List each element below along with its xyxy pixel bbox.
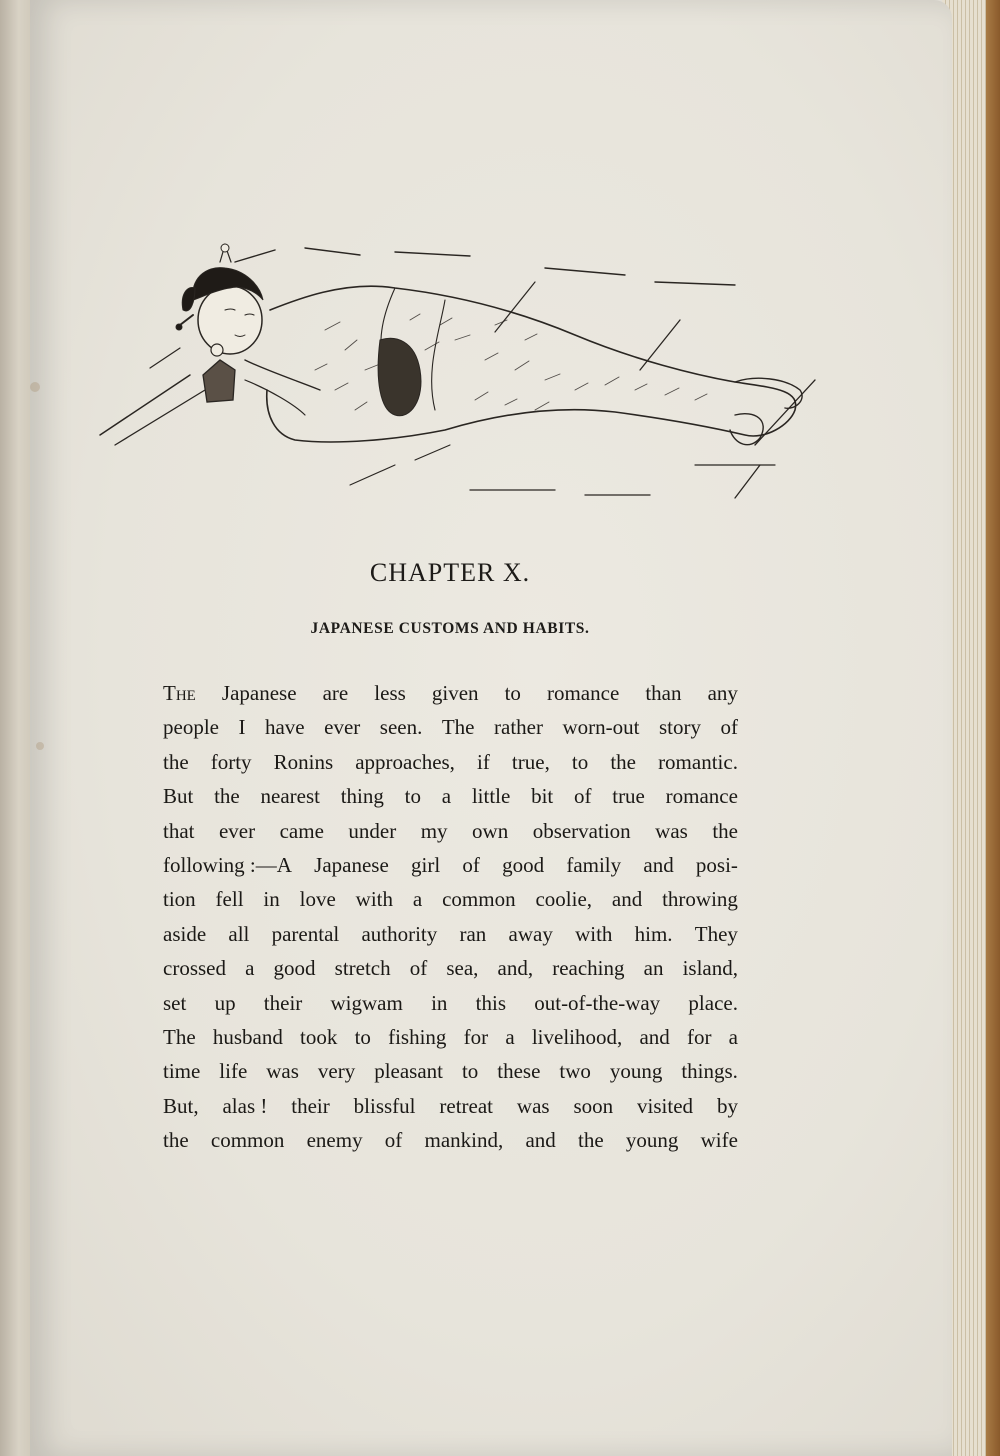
- body-text: [163, 676, 738, 1157]
- word: good: [502, 852, 545, 877]
- word: parental: [271, 921, 340, 946]
- word: a: [505, 1024, 515, 1049]
- word: common: [442, 887, 516, 912]
- word: less: [374, 681, 406, 705]
- word: fishing: [388, 1024, 447, 1049]
- word: life: [219, 1059, 248, 1084]
- word: reaching: [552, 956, 625, 981]
- word: my: [420, 818, 448, 843]
- word: posi-: [695, 852, 738, 877]
- word: him.: [634, 921, 673, 946]
- word: and: [611, 887, 643, 912]
- word: The: [441, 715, 475, 740]
- word: in: [431, 990, 448, 1015]
- word: for: [686, 1024, 712, 1049]
- word: to: [354, 1024, 371, 1049]
- word: with: [575, 921, 613, 946]
- word: common: [210, 1128, 285, 1153]
- word: and,: [497, 956, 534, 981]
- word: the: [214, 784, 240, 809]
- word: the: [712, 818, 738, 843]
- word: if: [477, 749, 490, 774]
- word: for: [463, 1024, 489, 1049]
- word: bit: [531, 784, 554, 809]
- word: of: [720, 715, 738, 740]
- book-spine-gutter: [0, 0, 34, 1456]
- word: romance: [665, 784, 738, 809]
- word: these: [497, 1059, 541, 1084]
- text-line: [163, 986, 738, 1020]
- word: husband: [212, 1024, 283, 1049]
- word: following :—A: [163, 852, 292, 877]
- word: mankind,: [424, 1128, 504, 1153]
- word: true: [612, 784, 645, 809]
- word: throwing: [662, 887, 738, 912]
- word: by: [716, 1093, 738, 1118]
- word: the: [163, 749, 189, 774]
- word: young: [625, 1128, 679, 1153]
- word: tion: [163, 887, 196, 912]
- word: of: [462, 852, 480, 877]
- word: have: [264, 715, 305, 740]
- word: Japanese: [314, 852, 389, 877]
- chapter-subtitle: JAPANESE CUSTOMS AND HABITS.: [310, 620, 590, 637]
- word: girl: [411, 852, 441, 877]
- word: two: [559, 1059, 591, 1084]
- text-line: [163, 848, 738, 882]
- reclining-woman-illustration: [95, 240, 825, 505]
- word: sea,: [446, 956, 479, 981]
- text-line: [163, 710, 738, 744]
- word: under: [348, 818, 397, 843]
- word: with: [355, 887, 393, 912]
- word: livelihood,: [531, 1024, 623, 1049]
- word: to: [461, 1059, 479, 1084]
- word: very: [317, 1059, 356, 1084]
- text-line: [163, 1054, 738, 1088]
- word: a: [412, 887, 423, 912]
- word: than: [645, 681, 682, 705]
- word: in: [263, 887, 280, 912]
- word: soon: [573, 1093, 614, 1118]
- word: alas !: [222, 1093, 268, 1118]
- word: observation: [532, 818, 631, 843]
- word: romance: [546, 681, 620, 705]
- word: took: [300, 1024, 338, 1049]
- word: things.: [681, 1059, 738, 1084]
- word: fell: [215, 887, 244, 912]
- word: worn-out: [562, 715, 640, 740]
- word: visited: [637, 1093, 694, 1118]
- word: to: [571, 749, 589, 774]
- word: young: [609, 1059, 663, 1084]
- word: a: [245, 956, 255, 981]
- word: true,: [511, 749, 550, 774]
- word: coolie,: [535, 887, 593, 912]
- word: their: [263, 990, 303, 1015]
- word: the: [163, 1128, 189, 1153]
- word: island,: [682, 956, 738, 981]
- word: Japanese: [221, 681, 297, 705]
- word: aside: [163, 921, 207, 946]
- word: stretch: [334, 956, 391, 981]
- word: wigwam: [330, 990, 403, 1015]
- book-cover-edge: [986, 0, 1000, 1456]
- word: authority: [361, 921, 438, 946]
- word: The: [163, 1024, 196, 1049]
- word: an: [643, 956, 664, 981]
- word: time: [163, 1059, 201, 1084]
- word: family: [566, 852, 622, 877]
- word: little: [471, 784, 511, 809]
- word: to: [404, 784, 421, 809]
- word: thing: [340, 784, 384, 809]
- text-line: [163, 779, 738, 813]
- text-line: [163, 951, 738, 985]
- word: to: [504, 681, 521, 705]
- word: But,: [163, 1093, 199, 1118]
- text-line: [163, 917, 738, 951]
- word: was: [516, 1093, 550, 1118]
- word: But: [163, 784, 194, 809]
- word: was: [266, 1059, 299, 1084]
- word: of: [384, 1128, 403, 1153]
- page-stain: [30, 382, 40, 392]
- word: retreat: [439, 1093, 494, 1118]
- word: and: [639, 1024, 670, 1049]
- word: Ronins: [273, 749, 334, 774]
- word: enemy: [306, 1128, 363, 1153]
- word: pleasant: [374, 1059, 443, 1084]
- word: ever: [218, 818, 256, 843]
- word: of: [409, 956, 428, 981]
- word: approaches,: [355, 749, 455, 774]
- word: a: [441, 784, 452, 809]
- word: story: [658, 715, 701, 740]
- word: crossed: [163, 956, 226, 981]
- word: forty: [210, 749, 252, 774]
- word: given: [431, 681, 479, 705]
- page-stain: [36, 742, 44, 750]
- word: the: [578, 1128, 604, 1153]
- word: and: [525, 1128, 556, 1153]
- word: own: [472, 818, 509, 843]
- word: blissful: [353, 1093, 416, 1118]
- word: are: [322, 681, 349, 705]
- word: was: [655, 818, 688, 843]
- word: place.: [688, 990, 738, 1015]
- word: this: [475, 990, 506, 1015]
- word: their: [291, 1093, 330, 1118]
- word: love: [299, 887, 336, 912]
- text-line: [163, 814, 738, 848]
- word: ever: [324, 715, 361, 740]
- word: away: [508, 921, 553, 946]
- word: came: [279, 818, 324, 843]
- word: a: [728, 1024, 738, 1049]
- word: the: [610, 749, 636, 774]
- chapter-title: CHAPTER X.: [369, 558, 531, 587]
- text-line: [163, 1020, 738, 1054]
- word: good: [273, 956, 316, 981]
- text-line: [163, 676, 738, 710]
- word: of: [573, 784, 592, 809]
- word: seen.: [379, 715, 423, 740]
- word: up: [214, 990, 236, 1015]
- word: people: [163, 715, 219, 740]
- text-line: [163, 1123, 738, 1157]
- word: romantic.: [658, 749, 738, 774]
- word: ran: [459, 921, 487, 946]
- word: and: [643, 852, 674, 877]
- word: wife: [700, 1128, 738, 1153]
- word: The: [163, 681, 196, 705]
- text-line: [163, 882, 738, 916]
- word: They: [694, 921, 738, 946]
- word: out-of-the-way: [534, 990, 661, 1015]
- word: set: [163, 990, 187, 1015]
- word: rather: [494, 715, 543, 740]
- word: all: [228, 921, 250, 946]
- word: any: [707, 681, 738, 705]
- word: nearest: [260, 784, 320, 809]
- word: I: [238, 715, 246, 740]
- text-line: [163, 745, 738, 779]
- word: that: [163, 818, 195, 843]
- text-line: [163, 1089, 738, 1123]
